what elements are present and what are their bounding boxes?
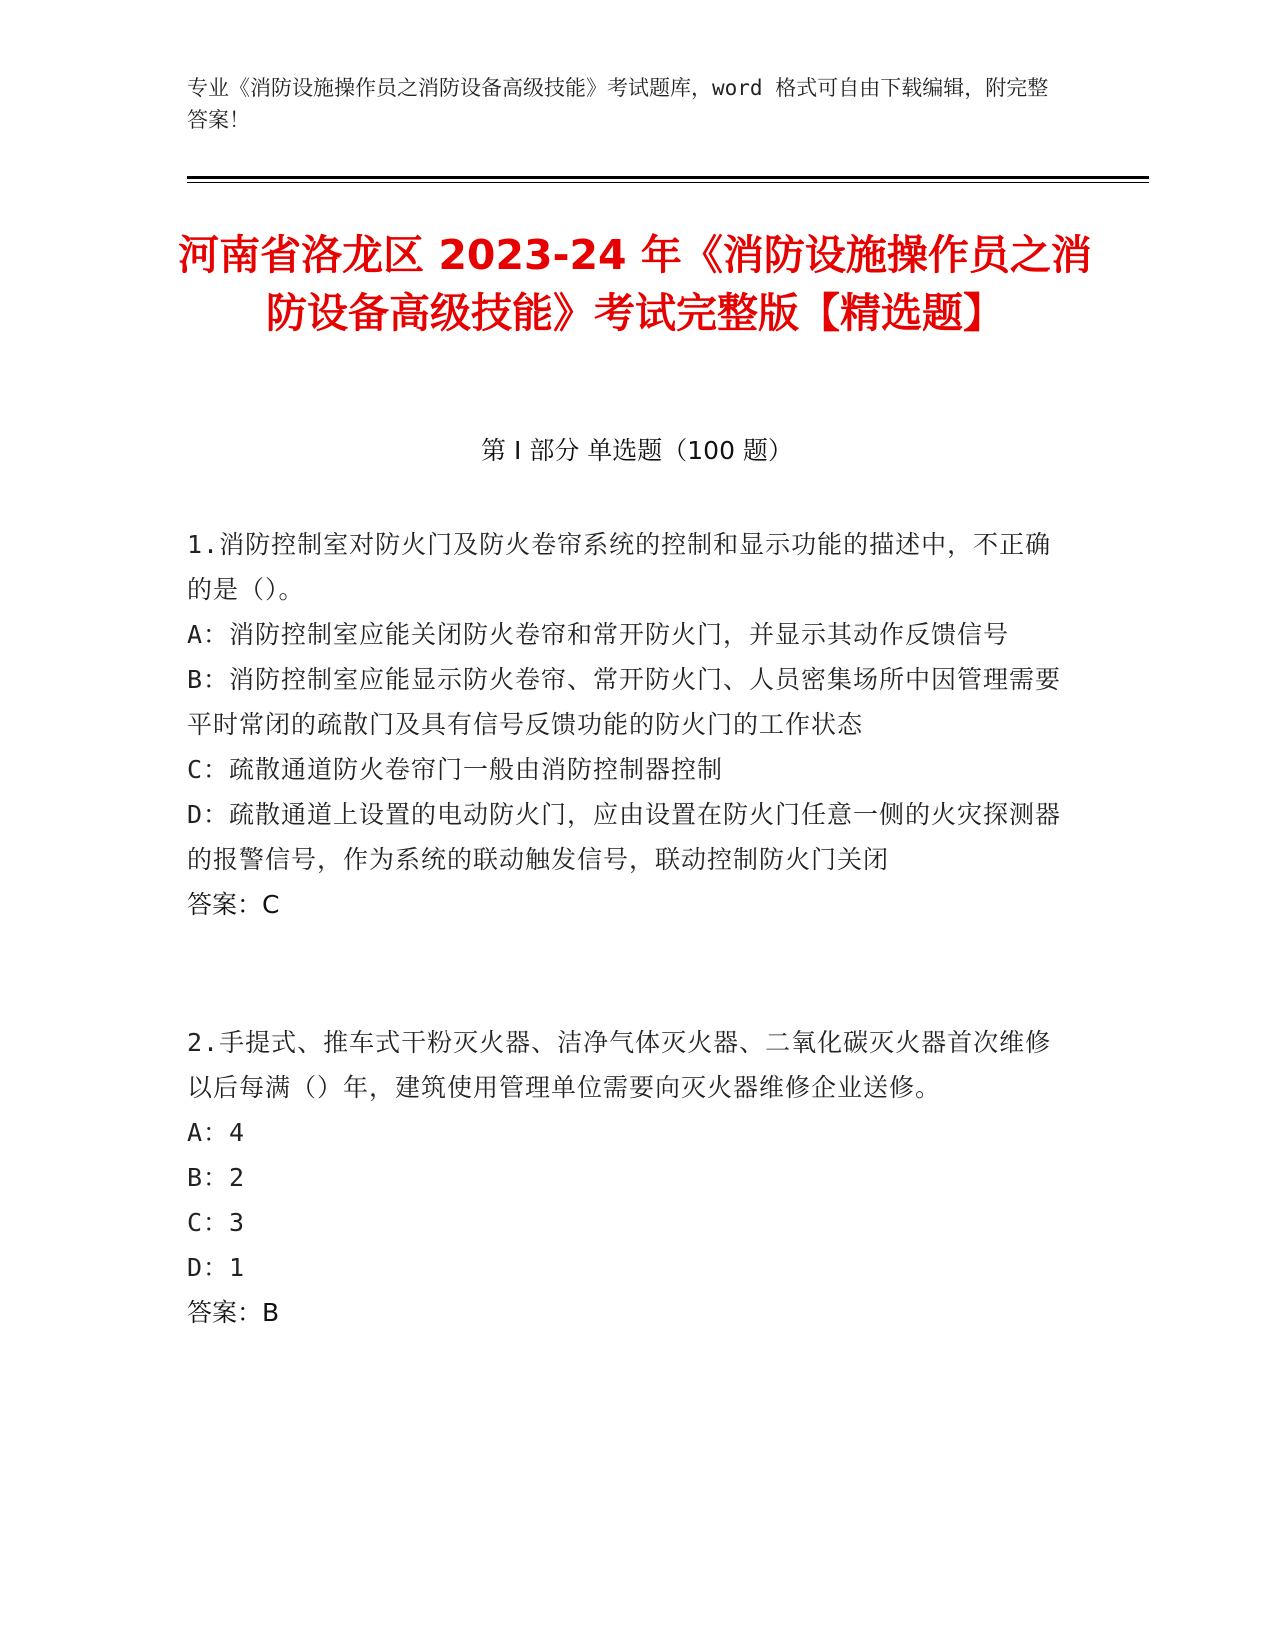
- option-b: B：消防控制室应能显示防火卷帘、常开防火门、人员密集场所中因管理需要平时常闭的疏散门及具有信号反馈功能的防火门的工作状态: [187, 665, 1062, 739]
- question-item: [187, 522, 1067, 927]
- option-a: A：消防控制室应能关闭防火卷帘和常开防火门，并显示其动作反馈信号: [187, 620, 1010, 649]
- header-divider-thick: [187, 176, 1149, 179]
- question-item: [187, 1020, 1067, 1335]
- option-a: A：4: [187, 1118, 246, 1147]
- option-c: C：3: [187, 1208, 246, 1237]
- question-stem: 2.手提式、推车式干粉灭火器、洁净气体灭火器、二氧化碳灭火器首次维修以后每满（）年，建筑使用管理单位需要向灭火器维修企业送修。: [187, 1028, 1052, 1102]
- option-b: B：2: [187, 1163, 246, 1192]
- document-title: 河南省洛龙区 2023-24 年《消防设施操作员之消防设备高级技能》考试完整版【精选题】: [178, 231, 1092, 337]
- option-c: C：疏散通道防火卷帘门一般由消防控制器控制: [187, 755, 724, 784]
- answer-label: 答案：C: [187, 890, 280, 919]
- section-heading: 第 I 部分 单选题（100 题）: [481, 436, 793, 465]
- question-stem: 1.消防控制室对防火门及防火卷帘系统的控制和显示功能的描述中，不正确的是（）。: [187, 530, 1052, 604]
- header-note: 专业《消防设施操作员之消防设备高级技能》考试题库，word 格式可自由下载编辑，附完整答案！: [187, 76, 1049, 132]
- header-divider-thin: [187, 182, 1149, 183]
- answer-label: 答案：B: [187, 1298, 280, 1327]
- option-d: D：疏散通道上设置的电动防火门，应由设置在防火门任意一侧的火灾探测器的报警信号，作为系统的联动触发信号，联动控制防火门关闭: [187, 800, 1062, 874]
- option-d: D：1: [187, 1253, 246, 1282]
